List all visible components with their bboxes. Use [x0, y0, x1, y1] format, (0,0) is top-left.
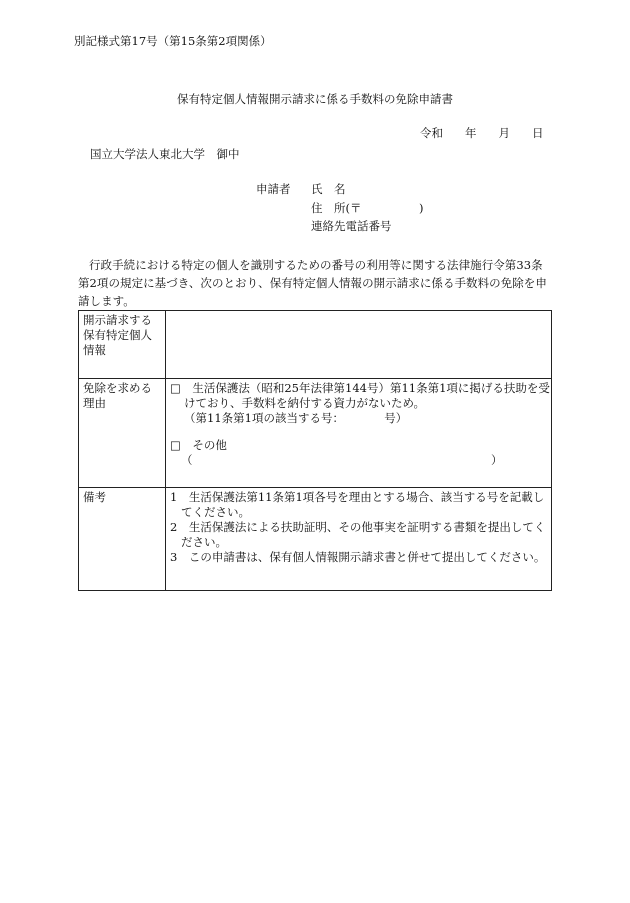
- row-header-reason: 免除を求める理由: [79, 379, 166, 488]
- date-year: 年: [465, 126, 477, 140]
- applicant-address-label: 住 所(〒 ): [311, 201, 424, 215]
- reason-cell: [166, 379, 552, 488]
- document-title: 保有特定個人情報開示請求に係る手数料の免除申請書: [177, 92, 453, 106]
- date-line: [420, 128, 544, 140]
- applicant-label: 申請者: [256, 182, 291, 196]
- reason-welfare-text: けており、手数料を納付する資力がないため。: [184, 396, 426, 410]
- target-info-cell[interactable]: [166, 311, 552, 379]
- note-item: 3 この申請書は、保有個人情報開示請求書と併せて提出してください。: [170, 550, 546, 564]
- table-row: [79, 379, 552, 488]
- reason-other-field[interactable]: [170, 453, 547, 468]
- notes-cell: [166, 488, 552, 591]
- applicant-name-label: 氏 名: [311, 182, 346, 196]
- applicant-phone-label: 連絡先電話番号: [311, 219, 392, 233]
- addressee: 国立大学法人東北大学 御中: [90, 147, 240, 161]
- reason-welfare-checkbox[interactable]: □ 生活保護法（昭和25年法律第144号）第11条第1項に掲げる扶助を受: [170, 381, 550, 395]
- reason-welfare-item-number[interactable]: （第11条第1項の該当する号： 号）: [184, 411, 408, 425]
- reason-other-checkbox[interactable]: □ その他: [170, 438, 227, 452]
- date-era: 令和: [420, 126, 443, 140]
- reason-other-close-paren: ）: [491, 453, 503, 467]
- note-item: 2 生活保護法による扶助証明、その他事実を証明する書類を提出してください。: [170, 520, 546, 549]
- table-row: [79, 311, 552, 379]
- body-paragraph: 行政手続における特定の個人を識別するための番号の利用等に関する法律施行令第33条第2項の規定に基づき、次のとおり、保有特定個人情報の開示請求に係る手数料の免除を申請します。: [78, 258, 547, 308]
- date-day: 日: [532, 126, 544, 140]
- application-table: [78, 310, 552, 591]
- note-item: 1 生活保護法第11条第1項各号を理由とする場合、該当する号を記載してください。: [170, 490, 545, 519]
- reason-other-open-paren: （: [181, 453, 193, 467]
- row-header-target-info: 開示請求する保有特定個人情報: [79, 311, 166, 379]
- form-number: 別記様式第17号（第15条第2項関係）: [74, 34, 272, 48]
- date-month: 月: [498, 126, 510, 140]
- row-header-notes: 備考: [79, 488, 166, 591]
- table-row: [79, 488, 552, 591]
